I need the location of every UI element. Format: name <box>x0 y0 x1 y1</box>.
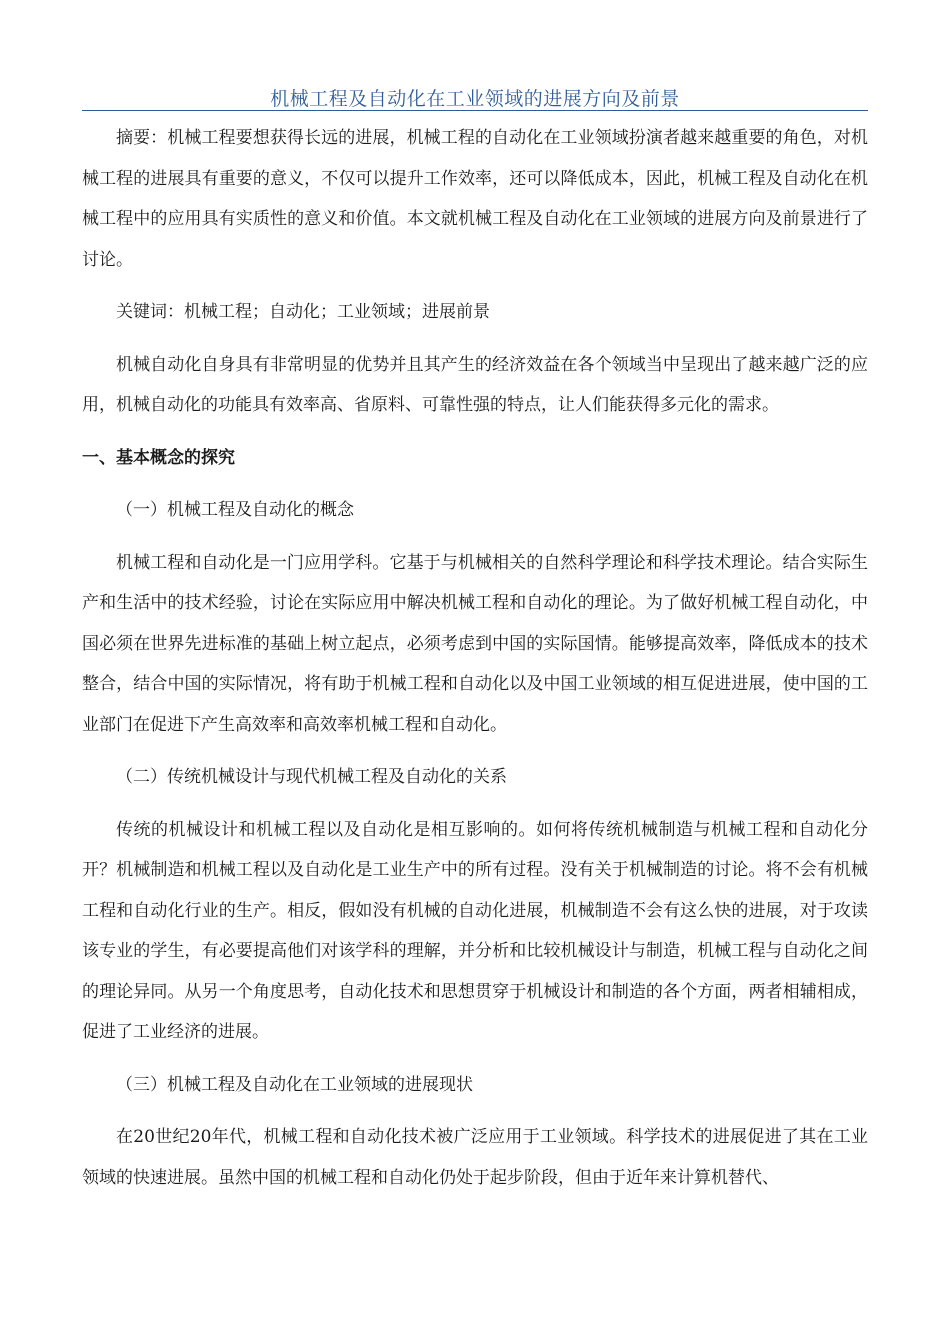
subsection-paragraph-3: 在20世纪20年代，机械工程和自动化技术被广泛应用于工业领域。科学技术的进展促进了其在工业领域的快速进展。虽然中国的机械工程和自动化仍处于起步阶段，但由于近年来计算机替代、 <box>82 1127 868 1188</box>
section-heading-1: 一、基本概念的探究 <box>82 447 235 468</box>
abstract-paragraph: 摘要：机械工程要想获得长远的进展，机械工程的自动化在工业领域扮演者越来越重要的角色，对机械工程的进展具有重要的意义，不仅可以提升工作效率，还可以降低成本，因此，机械工程及自动化在机械工程中的应用具有实质性的意义和价值。本文就机械工程及自动化在工业领域的进展方向及前景进行了讨论。 <box>82 128 868 270</box>
document-body <box>82 118 868 1210</box>
subsection-paragraph-2: 传统的机械设计和机械工程以及自动化是相互影响的。如何将传统机械制造与机械工程和自动化分开？机械制造和机械工程以及自动化是工业生产中的所有过程。没有关于机械制造的讨论。将不会有机械工程和自动化行业的生产。相反，假如没有机械的自动化进展，机械制造不会有这么快的进展，对于攻读该专业的学生，有必要提高他们对该学科的理解，并分析和比较机械设计与制造，机械工程与自动化之间的理论异同。从另一个角度思考，自动化技术和思想贯穿于机械设计和制造的各个方面，两者相辅相成，促进了工业经济的进展。 <box>82 819 868 1042</box>
page-header <box>82 80 868 111</box>
subsection-paragraph-1: 机械工程和自动化是一门应用学科。它基于与机械相关的自然科学理论和科学技术理论。结合实际生产和生活中的技术经验，讨论在实际应用中解决机械工程和自动化的理论。为了做好机械工程自动化，中国必须在世界先进标准的基础上树立起点，必须考虑到中国的实际国情。能够提高效率，降低成本的技术整合，结合中国的实际情况，将有助于机械工程和自动化以及中国工业领域的相互促进进展，使中国的工业部门在促进下产生高效率和高效率机械工程和自动化。 <box>82 552 868 735</box>
subsection-heading-1: （一）机械工程及自动化的概念 <box>116 500 354 520</box>
intro-paragraph: 机械自动化自身具有非常明显的优势并且其产生的经济效益在各个领域当中呈现出了越来越广泛的应用，机械自动化的功能具有效率高、省原料、可靠性强的特点，让人们能获得多元化的需求。 <box>82 354 868 415</box>
subsection-heading-3: （三）机械工程及自动化在工业领域的进展现状 <box>116 1074 473 1095</box>
subsection-heading-2: （二）传统机械设计与现代机械工程及自动化的关系 <box>116 767 507 787</box>
document-title: 机械工程及自动化在工业领域的进展方向及前景 <box>270 88 680 110</box>
keywords-line: 关键词：机械工程；自动化；工业领域；进展前景 <box>116 302 490 322</box>
